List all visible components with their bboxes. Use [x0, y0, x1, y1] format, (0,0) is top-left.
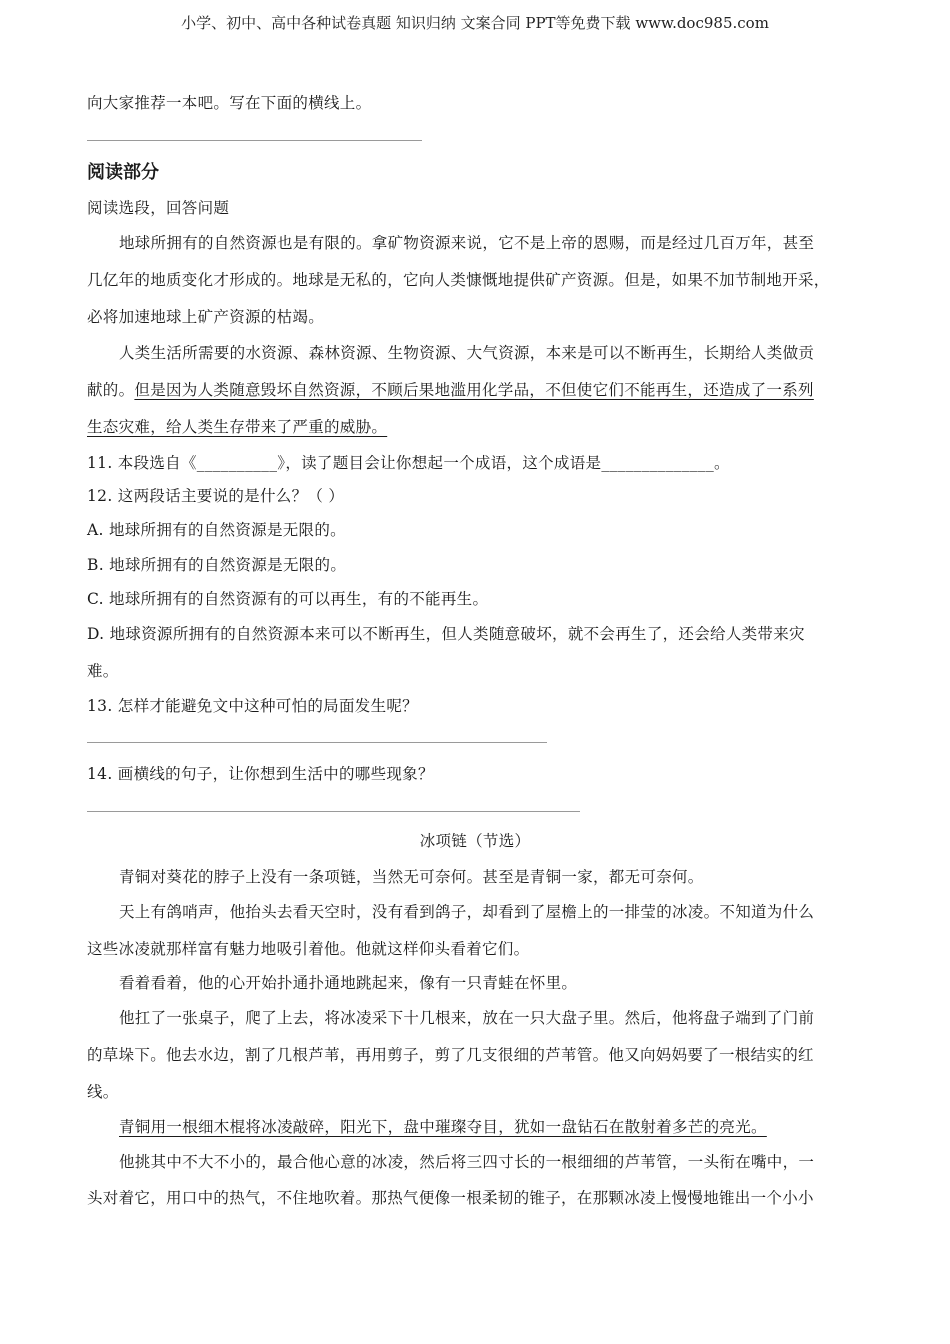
option-b: B. 地球所拥有的自然资源是无限的。	[87, 556, 347, 574]
passage2-line: 他挑其中不大不小的，最合他心意的冰凌，然后将三四寸长的一根细细的芦苇管，一头衔在嘴中，一	[119, 1153, 815, 1171]
passage2-line: 天上有鸽哨声，他抬头去看天空时，没有看到鸽子，却看到了屋檐上的一排莹的冰凌。不知道为什么	[119, 903, 815, 921]
section-heading: 阅读部分	[87, 162, 159, 183]
passage2-line: 这些冰凌就那样富有魅力地吸引着他。他就这样仰头看着它们。	[87, 940, 530, 958]
question-13: 13. 怎样才能避免文中这种可怕的局面发生呢？	[87, 697, 418, 715]
instruction: 阅读选段，回答问题	[87, 199, 230, 217]
passage2-line: 线。	[87, 1083, 119, 1101]
passage1-line: 几亿年的地质变化才形成的。地球是无私的，它向人类慷慨地提供矿产资源。但是，如果不加节制地开采，	[87, 271, 830, 289]
passage1-line: 地球所拥有的自然资源也是有限的。拿矿物资源来说，它不是上帝的恩赐，而是经过几百万年，甚至	[119, 234, 815, 252]
option-d: D. 地球资源所拥有的自然资源本来可以不断再生，但人类随意破坏，就不会再生了，还会给人类带来灾	[87, 625, 805, 643]
question-11: 11. 本段选自《__________》，读了题目会让你想起一个成语，这个成语是______________。	[87, 454, 730, 472]
option-a: A. 地球所拥有的自然资源是无限的。	[87, 521, 346, 539]
question-14: 14. 画横线的句子，让你想到生活中的哪些现象？	[87, 765, 434, 783]
passage2-line: 青铜对葵花的脖子上没有一条项链，当然无可奈何。甚至是青铜一家，都无可奈何。	[119, 868, 704, 886]
passage1-line	[87, 378, 814, 400]
answer-line	[87, 742, 547, 743]
underlined-sentence: 生态灾难，给人类生存带来了严重的威胁。	[87, 418, 388, 436]
option-d-cont: 难。	[87, 662, 119, 680]
underlined-sentence: 但是因为人类随意毁坏自然资源，不顾后果地滥用化学品，不但使它们不能再生，还造成了一系列	[134, 381, 814, 399]
option-c: C. 地球所拥有的自然资源有的可以再生，有的不能再生。	[87, 590, 489, 608]
passage1-text: 献的。	[87, 381, 135, 399]
passage2-line: 的草垛下。他去水边，割了几根芦苇，再用剪子，剪了几支很细的芦苇管。他又向妈妈要了一根结实的红	[87, 1046, 814, 1064]
passage2-line: 头对着它，用口中的热气，不住地吹着。那热气便像一根柔韧的锥子，在那颗冰凌上慢慢地锥出一个小小	[87, 1189, 814, 1207]
intro-line: 向大家推荐一本吧。写在下面的横线上。	[87, 94, 372, 112]
answer-line	[87, 811, 580, 812]
passage2-line: 看着看着，他的心开始扑通扑通地跳起来，像有一只青蛙在怀里。	[119, 974, 578, 992]
passage2-title: 冰项链（节选）	[419, 832, 531, 850]
underlined-sentence: 青铜用一根细木棍将冰凌敲碎，阳光下，盘中璀璨夺目，犹如一盘钻石在散射着多芒的亮光。	[119, 1118, 767, 1136]
question-12: 12. 这两段话主要说的是什么？（ ）	[87, 487, 345, 505]
passage1-line: 人类生活所需要的水资源、森林资源、生物资源、大气资源，本来是可以不断再生，长期给人类做贡	[119, 344, 815, 362]
answer-line	[87, 140, 422, 141]
passage2-line: 他扛了一张桌子，爬了上去，将冰凌采下十几根来，放在一只大盘子里。然后，他将盘子端到了门前	[119, 1009, 815, 1027]
page-header: 小学、初中、高中各种试卷真题 知识归纳 文案合同 PPT等免费下载 www.doc985.com	[181, 14, 769, 32]
passage1-line: 必将加速地球上矿产资源的枯竭。	[87, 308, 325, 326]
